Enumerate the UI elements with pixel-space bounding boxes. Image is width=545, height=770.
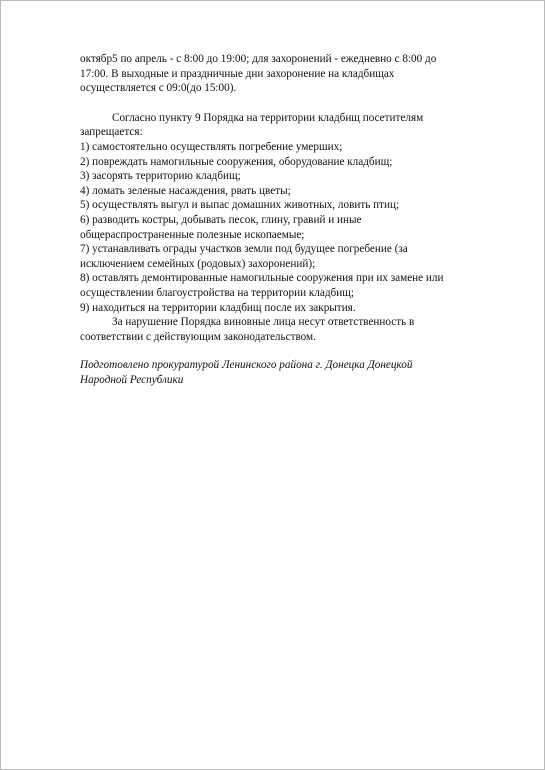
- list-item: 2) повреждать намогильные сооружения, оборудование кладбищ;: [80, 155, 393, 168]
- signature-line: Народной Республики: [80, 373, 184, 386]
- responsibility-paragraph: [80, 315, 500, 344]
- list-item: 3) засорять территорию кладбищ;: [80, 170, 241, 183]
- text-line: Согласно пункту 9 Порядка на территории кладбищ посетителям: [112, 111, 424, 124]
- rules-list: [80, 140, 500, 315]
- signature-line: Подготовлено прокуратурой Ленинского района г. Донецка Донецкой: [80, 359, 413, 372]
- rules-paragraph: [80, 111, 500, 140]
- text-line: осуществляется с 09:0(до 15:00).: [80, 82, 237, 95]
- text-line: октябр5 по апрель - с 8:00 до 19:00; для захоронений - ежедневно с 8:00 до: [80, 53, 437, 65]
- text-line: 17:00. В выходные и праздничные дни захоронение на кладбищах: [80, 67, 395, 80]
- text-line: За нарушение Порядка виновные лица несут ответственность в: [112, 316, 415, 329]
- list-item: 1) самостоятельно осуществлять погребение умерших;: [80, 140, 343, 153]
- text-line: соответствии с действующим законодательством.: [80, 330, 316, 343]
- list-item: 5) осуществлять выгул и выпас домашних животных, ловить птиц;: [80, 199, 400, 212]
- list-item-continuation: общераспространенные полезные ископаемые;: [80, 228, 305, 241]
- schedule-paragraph: [80, 52, 500, 96]
- list-item: 9) находиться на территории кладбищ после их закрытия.: [80, 301, 356, 314]
- paragraph-spacer: [80, 344, 500, 358]
- text-line: запрещается:: [80, 126, 143, 139]
- document-body: [80, 52, 500, 387]
- signature-block: [80, 358, 500, 387]
- list-item: 4) ломать зеленые насаждения, рвать цветы;: [80, 184, 291, 197]
- list-item-continuation: исключением семейных (родовых) захоронений);: [80, 257, 316, 270]
- list-item-continuation: осуществлении благоустройства на территории кладбищ;: [80, 286, 354, 299]
- list-item: 6) разводить костры, добывать песок, глину, гравий и иные: [80, 213, 362, 226]
- list-item: 8) оставлять демонтированные намогильные сооружения при их замене или: [80, 272, 444, 285]
- paragraph-spacer: [80, 96, 500, 111]
- list-item: 7) устанавливать ограды участков земли под будущее погребение (за: [80, 243, 408, 256]
